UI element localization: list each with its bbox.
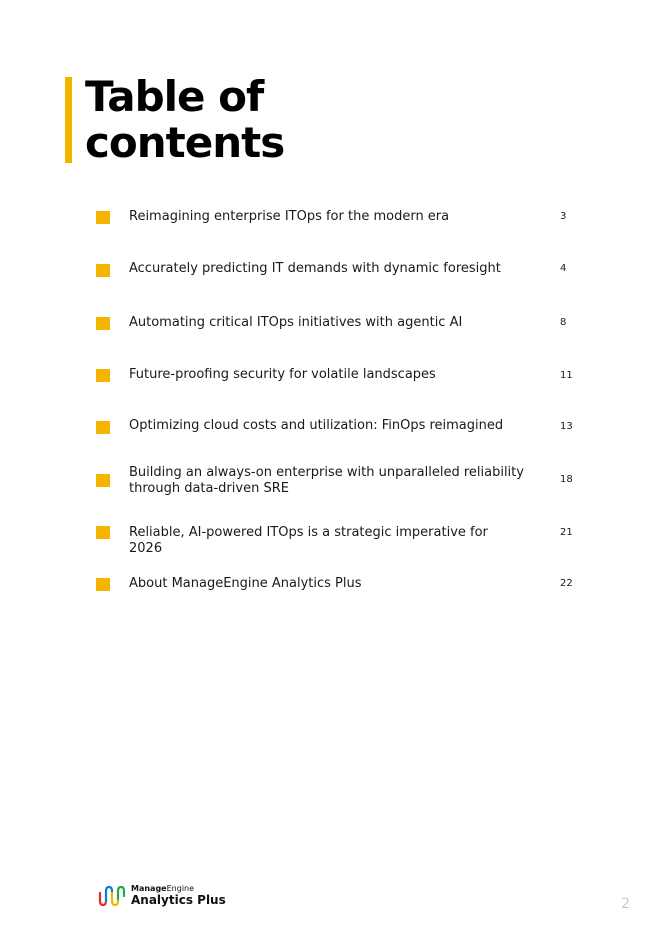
toc-bullet-icon	[96, 578, 110, 591]
logo-brand-text	[131, 884, 194, 893]
toc-item-label[interactable]: About ManageEngine Analytics Plus	[129, 576, 362, 591]
toc-bullet-icon	[96, 317, 110, 330]
page-number: 2	[621, 896, 630, 912]
toc-item-page: 8	[560, 317, 567, 328]
toc-item-page: 18	[560, 474, 573, 485]
logo-brand-manage: Manage	[131, 884, 167, 893]
toc-item-label[interactable]: Reliable, AI-powered ITOps is a strategic imperative for 2026	[129, 525, 488, 556]
analytics-plus-logo-icon	[98, 884, 126, 908]
toc-item-label[interactable]: Future-proofing security for volatile landscapes	[129, 367, 436, 382]
toc-bullet-icon	[96, 421, 110, 434]
logo-brand-engine: Engine	[166, 884, 195, 893]
toc-item-label[interactable]: Building an always-on enterprise with unparalleled reliability through data-driven SRE	[129, 465, 524, 496]
toc-item-page: 22	[560, 578, 573, 589]
toc-bullet-icon	[96, 526, 110, 539]
manageengine-analytics-plus-logo	[98, 883, 228, 909]
toc-item-page: 13	[560, 421, 573, 432]
page-title-line-2: contents	[85, 118, 285, 167]
toc-bullet-icon	[96, 211, 110, 224]
toc-item-label[interactable]: Automating critical ITOps initiatives with agentic AI	[129, 315, 463, 330]
toc-item-label[interactable]: Accurately predicting IT demands with dynamic foresight	[129, 261, 501, 276]
toc-item-label[interactable]: Optimizing cloud costs and utilization: FinOps reimagined	[129, 418, 504, 433]
toc-bullet-icon	[96, 369, 110, 382]
page-title-line-1: Table of	[85, 72, 264, 121]
toc-bullet-icon	[96, 474, 110, 487]
toc-bullet-icon	[96, 264, 110, 277]
logo-product-text: Analytics Plus	[131, 893, 226, 907]
toc-item-page: 4	[560, 263, 567, 274]
toc-item-page: 21	[560, 527, 573, 538]
toc-item-page: 11	[560, 370, 573, 381]
toc-item-label[interactable]: Reimagining enterprise ITOps for the modern era	[129, 209, 450, 224]
toc-item-page: 3	[560, 211, 567, 222]
